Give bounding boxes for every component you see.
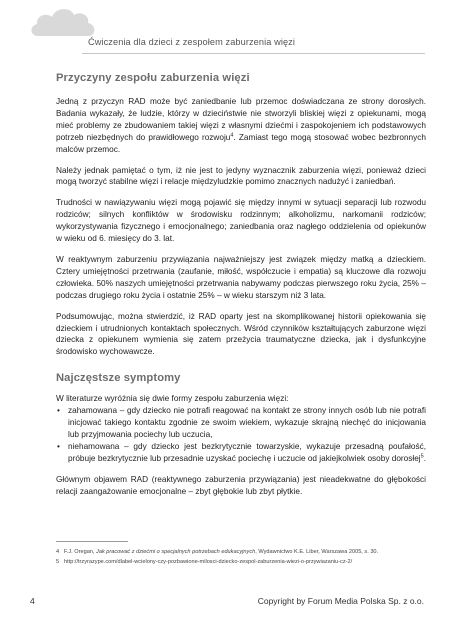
footnote-ref: 4 xyxy=(230,131,234,138)
footnote xyxy=(56,558,426,566)
section-heading-causes: Przyczyny zespołu zaburzenia więzi xyxy=(56,72,250,84)
list-item-text: zahamowana – gdy dziecko nie potrafi reagować na kontakt ze strony innych osób lub nie potrafi inicjować takiego kontaktu zgodnie ze swoim wiekiem, wykazuje skrajną niechęć do inicjowania lub przyjmowania pociechy lub uczucia, xyxy=(68,406,426,439)
paragraph xyxy=(56,96,426,156)
header-rule xyxy=(82,53,425,54)
footnote-link[interactable]: http://trzyrazype.com/dlabel-wcielony-czy-pozbawione-milosci-dziecko-zespol-zaburzenia-wiezi-o-przywiazaniu-cz-2/ xyxy=(64,559,353,566)
bullet-icon: • xyxy=(57,406,60,416)
paragraph: Głównym objawem RAD (reaktywnego zaburzenia przywiązania) jest nieadekwatne do głębokości relacji zaangażowanie emocjonalne – zbyt głębokie lub zbyt płytkie. xyxy=(56,474,426,496)
footnote xyxy=(56,548,426,556)
list-item-text: niehamowana – gdy dziecko jest bezkrytycznie towarzyskie, wykazuje przesadną poufałość, próbuje bezkrytycznie lub przesadnie uzyskać pociechę i uczucie od jakiejkolwiek osoby dorosłej xyxy=(68,441,426,463)
paragraph: Należy jednak pamiętać o tym, iż nie jest to jedyny wyznacznik zaburzenia więzi, ponieważ dzieci mogą tworzyć stabilne więzi i relacje międzyludzkie pomimo znacznych nadużyć i zaniedbań. xyxy=(56,165,426,187)
paragraph-text: Jedną z przyczyn RAD może być zaniedbanie lub przemoc doświadczana ze strony dorosłych. Badania wykazały, że ludzie, którzy w dzieciństwie nie stworzyli bliskiej więzi z opiekunami, mogą mieć problemy ze zbudowaniem takiej więzi z własnymi dziećmi i zaspokojeniem ich podstawowych potrzeb niezbędnych do prawidłowego rozwoju xyxy=(56,97,426,142)
copyright-notice: Copyright by Forum Media Polska Sp. z o.o. xyxy=(257,596,424,606)
footnote-author: F.J. Oregan, xyxy=(64,549,97,555)
section-heading-symptoms: Najczęstsze symptomy xyxy=(56,372,181,385)
paragraph: Trudności w nawiązywaniu więzi mogą pojawić się między innymi w sytuacji separacji lub rozwodu rodziców; silnych konfliktów w środowisku rodzinnym; alkoholizmu, narkomanii rodziców; wykorzystywania fizycznego i emocjonalnego; zaniedbania oraz nagłego oddzielenia od opiekunów w wieku od 6. miesięcy do 3. lat. xyxy=(56,198,426,244)
paragraph: Podsumowując, można stwierdzić, iż RAD oparty jest na skomplikowanej historii opiekowania się dzieckiem i utrudnionych kontaktach społecznych. Wśród czynników kształtujących zaburzone więzi dziecka z opiekunem wymienia się zatem przeżycia traumatyczne dziecka, jak i dysfunkcyjne środowisko wychowawcze. xyxy=(56,311,426,357)
footnote-title: Jak pracować z dziećmi o specjalnych potrzebach edukacyjnych xyxy=(96,549,256,555)
list-item-text: . xyxy=(423,453,427,463)
footnote-number: 4 xyxy=(56,549,60,555)
footnote-rule xyxy=(56,541,128,542)
bullet-icon: • xyxy=(57,441,60,451)
paragraph: W reaktywnym zaburzeniu przywiązania najważniejszy jest związek między matką a dzieckiem. Cztery umiejętności przetrwania (zaufanie, miłość, współczucie i empatia) są kluczowe dla rozwoju człowieka. 50% naszych umiejętności przetrwania nabywamy podczas pierwszego roku życia, 25% – podczas drugiego roku życia i ostatnie 25% – w wieku starszym niż 3 lata. xyxy=(56,254,426,300)
list-item xyxy=(56,441,426,465)
footnote-number: 5 xyxy=(56,559,60,566)
symptom-list xyxy=(56,405,426,465)
footnote-text: , Wydawnictwo K.E. Liber, Warszawa 2005, s. 30. xyxy=(255,549,379,555)
footnotes xyxy=(56,548,426,568)
main-content xyxy=(56,72,426,506)
paragraph-text: . Zamiast tego mogą stosować wobec bezbronnych malców przemoc. xyxy=(56,132,426,154)
cloud-icon xyxy=(28,6,98,40)
footnote-ref: 5 xyxy=(420,453,424,459)
paragraph: W literaturze wyróżnia się dwie formy zespołu zaburzenia więzi: xyxy=(56,394,289,404)
page-number: 4 xyxy=(30,596,35,606)
list-item xyxy=(56,405,426,441)
running-header: Ćwiczenia dla dzieci z zespołem zaburzenia więzi xyxy=(88,37,296,47)
